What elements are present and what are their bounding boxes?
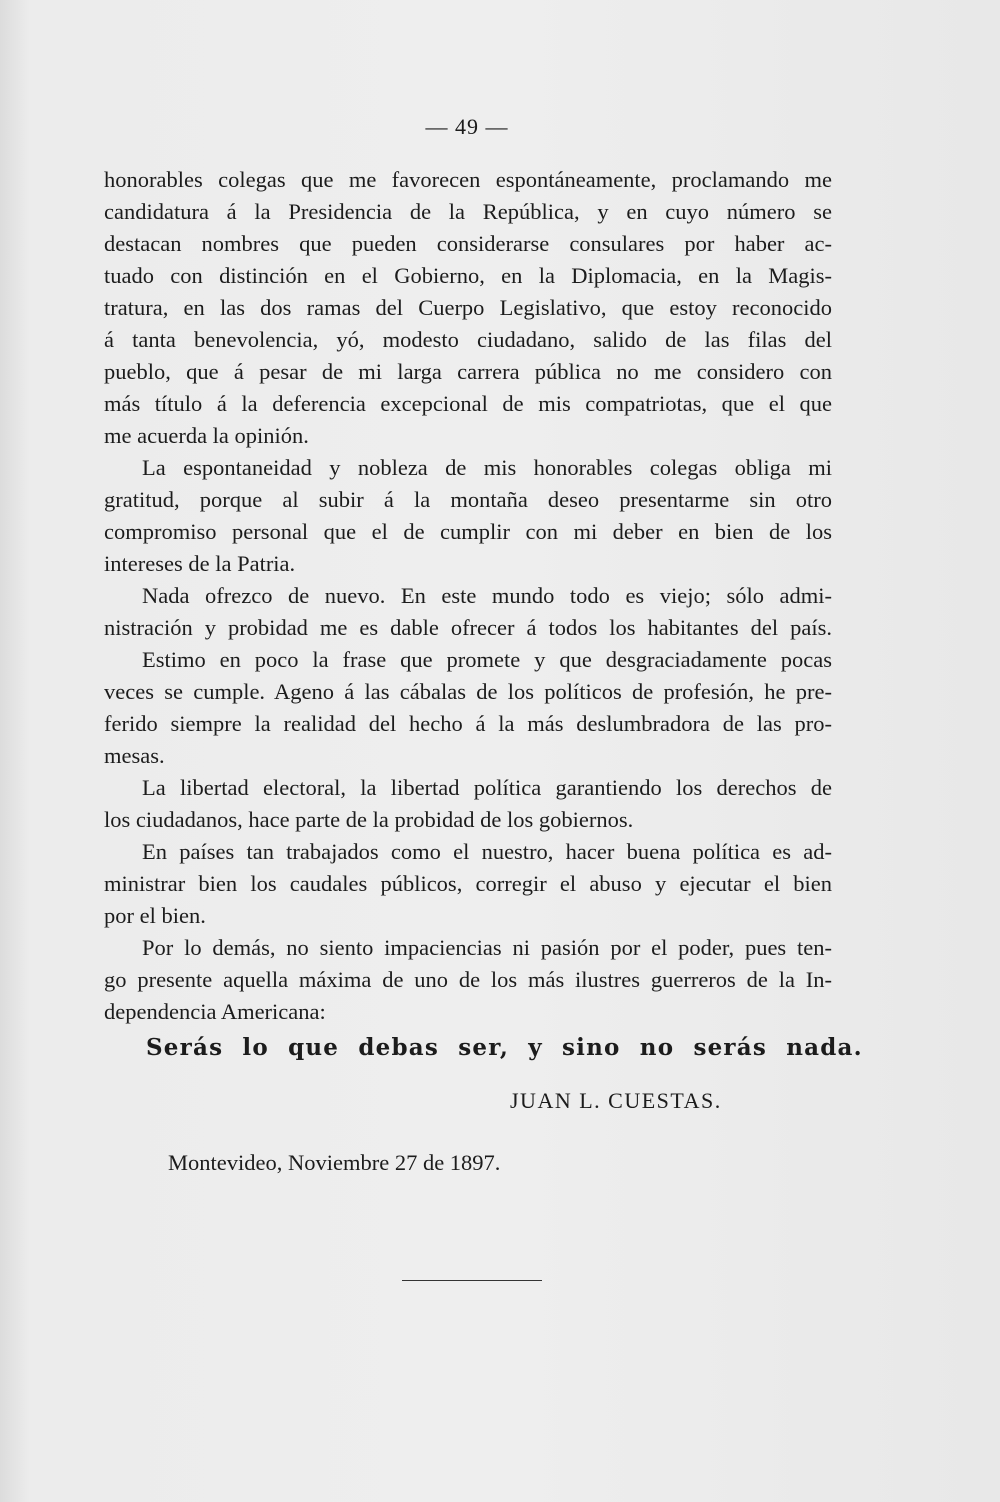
text-line: pueblo, que á pesar de mi larga carrera pública no me considero con	[104, 359, 832, 384]
text-line: tuado con distinción en el Gobierno, en la Diplomacia, en la Magis-	[104, 263, 832, 288]
text-line: más título á la deferencia excepcional de mis compatriotas, que el que	[104, 391, 832, 416]
closing-rule	[402, 1280, 542, 1281]
text-line: dependencia Americana:	[104, 999, 326, 1024]
text-line: ministrar bien los caudales públicos, corregir el abuso y ejecutar el bien	[104, 871, 832, 896]
paragraph-start-line: Por lo demás, no siento impaciencias ni pasión por el poder, pues ten-	[142, 935, 832, 960]
paragraph-start-line: Estimo en poco la frase que promete y que desgraciadamente pocas	[142, 647, 832, 672]
place-date-line: Montevideo, Noviembre 27 de 1897.	[168, 1150, 501, 1175]
text-line: ferido siempre la realidad del hecho á la más deslumbradora de las pro-	[104, 711, 832, 736]
paragraph-start-line: Nada ofrezco de nuevo. En este mundo todo es viejo; sólo admi-	[142, 583, 832, 608]
signature: JUAN L. CUESTAS.	[510, 1088, 722, 1113]
text-line: compromiso personal que el de cumplir con mi deber en bien de los	[104, 519, 832, 544]
text-line: honorables colegas que me favorecen espontáneamente, proclamando me	[104, 167, 832, 192]
text-line: veces se cumple. Ageno á las cábalas de los políticos de profesión, he pre-	[104, 679, 832, 704]
paragraph-start-line: La espontaneidad y nobleza de mis honorables colegas obliga mi	[142, 455, 832, 480]
text-line: me acuerda la opinión.	[104, 423, 309, 448]
text-line: nistración y probidad me es dable ofrecer á todos los habitantes del país.	[104, 615, 832, 640]
motto-quote: Serás lo que debas ser, y sino no serás nada.	[146, 1034, 863, 1061]
text-line: go presente aquella máxima de uno de los más ilustres guerreros de la In-	[104, 967, 832, 992]
text-line: tratura, en las dos ramas del Cuerpo Legislativo, que estoy reconocido	[104, 295, 832, 320]
page-number: — 49 —	[425, 114, 509, 139]
text-line: intereses de la Patria.	[104, 551, 296, 576]
text-line: los ciudadanos, hace parte de la probidad de los gobiernos.	[104, 807, 634, 832]
text-line: candidatura á la Presidencia de la República, y en cuyo número se	[104, 199, 832, 224]
text-line: por el bien.	[104, 903, 206, 928]
paragraph-start-line: En países tan trabajados como el nuestro, hacer buena política es ad-	[142, 839, 832, 864]
text-line: destacan nombres que pueden considerarse consulares por haber ac-	[104, 231, 832, 256]
text-line: gratitud, porque al subir á la montaña deseo presentarme sin otro	[104, 487, 832, 512]
text-line: á tanta benevolencia, yó, modesto ciudadano, salido de las filas del	[104, 327, 832, 352]
paragraph-start-line: La libertad electoral, la libertad política garantiendo los derechos de	[142, 775, 832, 800]
text-line: mesas.	[104, 743, 165, 768]
